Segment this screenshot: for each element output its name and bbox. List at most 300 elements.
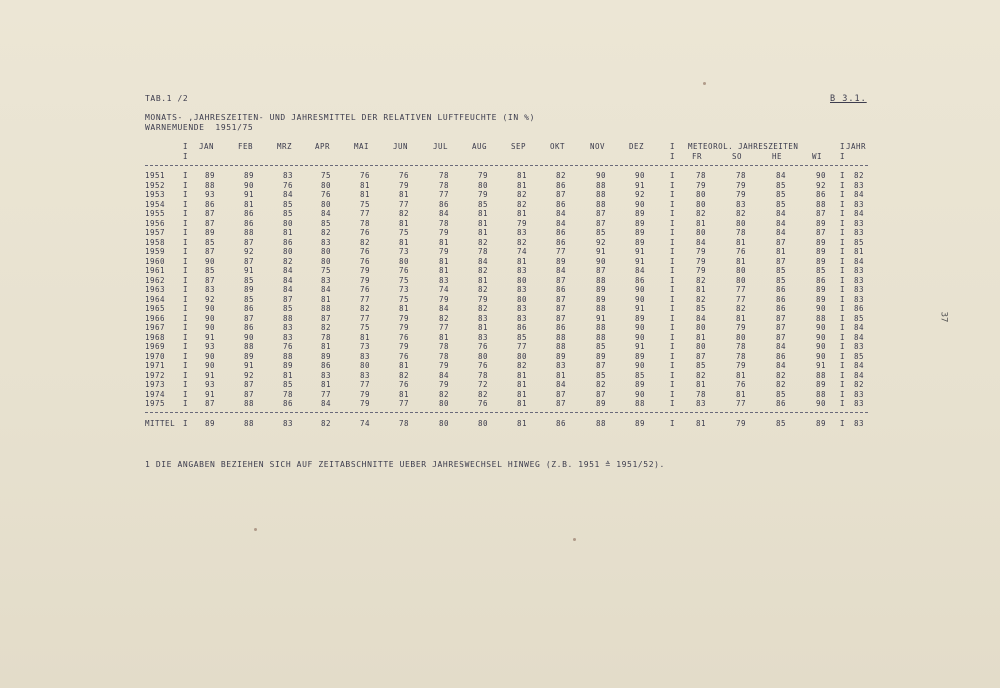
season-cell: 81 [736,256,747,266]
value-cell: 87 [244,380,255,389]
row-sep: I [840,361,846,370]
value-cell: 83 [478,313,489,323]
year-cell: 1975 [145,399,166,408]
paper-speck [703,82,706,85]
value-cell: 81 [517,399,528,408]
value-cell: 81 [517,209,528,218]
season-cell: 90 [816,171,827,180]
value-cell: 83 [283,171,294,180]
value-cell: 77 [360,313,371,323]
value-cell: 89 [635,228,646,237]
value-cell: 90 [635,285,646,294]
season-cell: 85 [776,418,787,428]
value-cell: 72 [478,380,489,389]
value-cell: 90 [205,313,216,323]
row-sep: I [183,304,189,313]
row-sep: I [840,256,846,266]
value-cell: 80 [321,256,332,266]
season-cell: 85 [776,275,787,285]
value-cell: 81 [360,180,371,190]
value-cell: 81 [321,294,332,304]
row-sep: I [183,275,189,285]
value-cell: 82 [556,171,567,180]
row-sep: I [670,389,676,399]
value-cell: 83 [283,418,294,428]
season-cell: 80 [696,190,707,199]
column-header-jahr: JAHR [846,142,867,151]
year-mean-cell: 85 [854,237,865,247]
value-cell: 76 [360,285,371,294]
value-cell: 81 [517,370,528,380]
row-sep: I [670,218,676,228]
year-cell: 1952 [145,180,166,190]
value-cell: 80 [439,399,450,408]
value-cell: 85 [244,275,255,285]
value-cell: 79 [439,380,450,389]
value-cell: 87 [556,304,567,313]
year-mean-cell: 83 [854,275,865,285]
value-cell: 76 [283,342,294,351]
season-cell: 81 [736,237,747,247]
value-cell: 75 [321,266,332,275]
table-location: WARNEMUENDE 1951/75 [145,123,254,132]
row-sep: I [840,199,846,209]
season-cell: 87 [816,228,827,237]
value-cell: 88 [596,418,607,428]
row-sep: I [183,190,189,199]
value-cell: 90 [635,323,646,332]
season-cell: 84 [776,361,787,370]
season-cell: 85 [696,304,707,313]
value-cell: 88 [556,332,567,342]
season-cell: 80 [736,332,747,342]
value-cell: 78 [478,370,489,380]
value-cell: 81 [439,266,450,275]
season-cell: 85 [816,266,827,275]
value-cell: 86 [556,237,567,247]
season-cell: 84 [776,218,787,228]
row-sep: I [840,351,846,361]
value-cell: 81 [517,389,528,399]
value-cell: 76 [478,361,489,370]
value-cell: 89 [596,285,607,294]
value-cell: 76 [360,228,371,237]
year-mean-cell: 85 [854,351,865,361]
value-cell: 77 [439,323,450,332]
year-mean-cell: 86 [854,304,865,313]
season-cell: 83 [696,399,707,408]
value-cell: 88 [244,228,255,237]
season-cell: 85 [776,389,787,399]
value-cell: 82 [321,323,332,332]
value-cell: 81 [517,171,528,180]
season-cell: 89 [816,237,827,247]
value-cell: 82 [596,380,607,389]
row-sep: I [183,389,189,399]
value-cell: 76 [399,332,410,342]
value-cell: 81 [360,190,371,199]
row-sep: I [670,294,676,304]
row-sep: I [840,247,846,256]
season-cell: 85 [696,361,707,370]
year-mean-cell: 83 [854,342,865,351]
value-cell: 91 [635,256,646,266]
season-cell: 85 [776,266,787,275]
season-cell: 78 [736,171,747,180]
value-cell: 75 [360,323,371,332]
season-cell: 87 [816,209,827,218]
value-cell: 89 [635,351,646,361]
season-cell: 82 [696,294,707,304]
column-header-mai: MAI [354,142,370,151]
value-cell: 81 [399,190,410,199]
value-cell: 80 [517,294,528,304]
value-cell: 81 [439,256,450,266]
row-sep: I [840,342,846,351]
value-cell: 86 [517,323,528,332]
value-cell: 90 [635,171,646,180]
season-cell: 88 [816,389,827,399]
season-cell: 89 [816,294,827,304]
season-cell: 89 [816,285,827,294]
value-cell: 81 [478,228,489,237]
value-cell: 82 [399,370,410,380]
paper-speck [254,528,257,531]
value-cell: 83 [360,370,371,380]
value-cell: 86 [556,323,567,332]
value-cell: 86 [635,275,646,285]
value-cell: 82 [517,361,528,370]
season-cell: 86 [816,190,827,199]
year-cell: 1974 [145,389,166,399]
row-sep: I [670,361,676,370]
value-cell: 87 [596,389,607,399]
value-cell: 88 [244,418,255,428]
season-cell: 85 [776,180,787,190]
value-cell: 78 [439,171,450,180]
value-cell: 84 [439,370,450,380]
season-cell: 78 [736,342,747,351]
row-sep: I [183,418,189,428]
row-sep: I [183,209,189,218]
value-cell: 86 [205,199,216,209]
year-cell: 1966 [145,313,166,323]
value-cell: 79 [399,180,410,190]
column-header-he: HE [772,152,783,161]
value-cell: 87 [205,209,216,218]
column-header-sep: SEP [511,142,527,151]
value-cell: 79 [360,389,371,399]
value-cell: 88 [556,342,567,351]
value-cell: 81 [244,199,255,209]
row-sep: I [840,275,846,285]
value-cell: 87 [556,399,567,408]
value-cell: 85 [596,342,607,351]
season-cell: 90 [816,351,827,361]
value-cell: 82 [478,266,489,275]
value-cell: 89 [596,294,607,304]
season-cell: 85 [776,199,787,209]
value-cell: 82 [478,389,489,399]
row-sep: I [670,370,676,380]
value-cell: 84 [478,256,489,266]
year-mean-cell: 84 [854,256,865,266]
value-cell: 83 [517,228,528,237]
value-cell: 77 [321,389,332,399]
season-cell: 89 [816,380,827,389]
row-sep: I [670,275,676,285]
year-cell: 1956 [145,218,166,228]
value-cell: 86 [439,199,450,209]
value-cell: 76 [478,342,489,351]
row-sep: I [183,332,189,342]
value-cell: 91 [635,247,646,256]
year-cell: 1964 [145,294,166,304]
row-sep: I [183,380,189,389]
value-cell: 77 [360,294,371,304]
row-sep: I [183,351,189,361]
value-cell: 83 [321,275,332,285]
value-cell: 85 [205,237,216,247]
value-cell: 81 [478,209,489,218]
year-cell: 1971 [145,361,166,370]
value-cell: 84 [556,380,567,389]
season-cell: 89 [816,418,827,428]
row-sep: I [840,237,846,247]
value-cell: 83 [439,275,450,285]
header-sep: I [670,142,676,151]
value-cell: 91 [205,370,216,380]
row-sep: I [840,294,846,304]
season-cell: 82 [736,209,747,218]
row-sep: I [183,228,189,237]
year-cell: 1957 [145,228,166,237]
season-cell: 80 [736,218,747,228]
season-cell: 80 [736,266,747,275]
column-header-wi: WI [812,152,823,161]
table-id: TAB.1 /2 [145,94,189,103]
season-cell: 87 [776,237,787,247]
season-cell: 87 [776,256,787,266]
value-cell: 80 [517,351,528,361]
value-cell: 82 [439,389,450,399]
row-sep: I [840,332,846,342]
value-cell: 91 [596,247,607,256]
value-cell: 81 [399,304,410,313]
value-cell: 79 [399,342,410,351]
header-sep: I [840,142,846,151]
value-cell: 91 [635,304,646,313]
value-cell: 87 [596,218,607,228]
value-cell: 79 [360,399,371,408]
season-cell: 89 [816,256,827,266]
value-cell: 89 [244,285,255,294]
value-cell: 83 [517,285,528,294]
column-header-jun: JUN [393,142,409,151]
footer-rule [145,412,868,414]
value-cell: 85 [478,199,489,209]
row-sep: I [670,209,676,218]
value-cell: 85 [244,294,255,304]
row-sep: I [670,190,676,199]
value-cell: 92 [596,237,607,247]
value-cell: 77 [360,380,371,389]
value-cell: 80 [478,351,489,361]
row-sep: I [670,332,676,342]
value-cell: 74 [517,247,528,256]
value-cell: 87 [244,389,255,399]
value-cell: 73 [399,285,410,294]
value-cell: 88 [283,351,294,361]
value-cell: 89 [205,418,216,428]
value-cell: 86 [244,209,255,218]
column-header-mrz: MRZ [277,142,293,151]
value-cell: 88 [596,190,607,199]
row-sep: I [183,180,189,190]
value-cell: 87 [556,389,567,399]
row-sep: I [840,304,846,313]
value-cell: 84 [321,285,332,294]
value-cell: 81 [321,380,332,389]
season-cell: 81 [696,380,707,389]
value-cell: 91 [596,313,607,323]
row-sep: I [670,380,676,389]
season-cell: 86 [776,399,787,408]
value-cell: 76 [399,380,410,389]
season-cell: 77 [736,399,747,408]
value-cell: 85 [321,218,332,228]
value-cell: 90 [244,332,255,342]
season-cell: 79 [736,190,747,199]
row-sep: I [183,285,189,294]
value-cell: 88 [244,342,255,351]
value-cell: 76 [360,247,371,256]
value-cell: 79 [360,266,371,275]
value-cell: 85 [635,370,646,380]
value-cell: 81 [360,332,371,342]
year-mean-cell: 84 [854,361,865,370]
value-cell: 91 [635,342,646,351]
column-header-aug: AUG [472,142,488,151]
season-cell: 79 [696,180,707,190]
value-cell: 87 [244,237,255,247]
value-cell: 85 [283,380,294,389]
season-cell: 86 [776,304,787,313]
year-cell: 1972 [145,370,166,380]
row-sep: I [840,285,846,294]
value-cell: 80 [321,180,332,190]
row-sep: I [183,237,189,247]
year-cell: 1955 [145,209,166,218]
value-cell: 80 [321,199,332,209]
value-cell: 89 [635,380,646,389]
value-cell: 85 [283,209,294,218]
column-header-jan: JAN [199,142,215,151]
value-cell: 90 [635,361,646,370]
year-cell: 1951 [145,171,166,180]
value-cell: 81 [517,180,528,190]
column-header-apr: APR [315,142,331,151]
row-sep: I [840,190,846,199]
value-cell: 83 [321,237,332,247]
season-cell: 89 [816,218,827,228]
value-cell: 75 [399,228,410,237]
value-cell: 81 [283,228,294,237]
value-cell: 84 [283,285,294,294]
value-cell: 91 [244,190,255,199]
row-sep: I [183,370,189,380]
season-cell: 81 [696,418,707,428]
season-cell: 82 [776,380,787,389]
value-cell: 81 [399,389,410,399]
value-cell: 88 [596,180,607,190]
value-cell: 76 [478,399,489,408]
year-mean-cell: 83 [854,294,865,304]
season-cell: 82 [696,275,707,285]
value-cell: 82 [478,285,489,294]
value-cell: 79 [478,294,489,304]
value-cell: 80 [399,256,410,266]
season-cell: 79 [696,256,707,266]
value-cell: 86 [321,361,332,370]
season-cell: 81 [736,389,747,399]
value-cell: 92 [244,247,255,256]
year-cell: 1968 [145,332,166,342]
season-cell: 81 [696,285,707,294]
value-cell: 87 [205,247,216,256]
year-mean-cell: 82 [854,380,865,389]
value-cell: 87 [556,313,567,323]
season-cell: 76 [736,247,747,256]
value-cell: 85 [517,332,528,342]
value-cell: 75 [399,275,410,285]
value-cell: 88 [283,313,294,323]
section-ref: B 3.1. [830,94,867,104]
value-cell: 90 [635,389,646,399]
value-cell: 88 [596,275,607,285]
season-cell: 78 [736,228,747,237]
value-cell: 73 [399,247,410,256]
year-mean-cell: 84 [854,209,865,218]
value-cell: 76 [399,351,410,361]
row-sep: I [183,342,189,351]
value-cell: 90 [205,256,216,266]
column-header-fr: FR [692,152,703,161]
value-cell: 80 [283,247,294,256]
row-sep: I [183,313,189,323]
header-sep: I [183,142,189,151]
season-cell: 77 [736,294,747,304]
season-cell: 82 [696,209,707,218]
value-cell: 74 [439,285,450,294]
value-cell: 79 [360,275,371,285]
year-mean-cell: 83 [854,218,865,228]
value-cell: 76 [283,180,294,190]
column-header-dez: DEZ [629,142,645,151]
value-cell: 90 [596,171,607,180]
row-sep: I [670,323,676,332]
season-cell: 90 [816,304,827,313]
column-header-feb: FEB [238,142,254,151]
value-cell: 79 [439,361,450,370]
value-cell: 83 [517,304,528,313]
year-mean-cell: 83 [854,389,865,399]
value-cell: 90 [244,180,255,190]
row-sep: I [670,304,676,313]
value-cell: 89 [596,351,607,361]
value-cell: 86 [556,180,567,190]
row-sep: I [183,256,189,266]
